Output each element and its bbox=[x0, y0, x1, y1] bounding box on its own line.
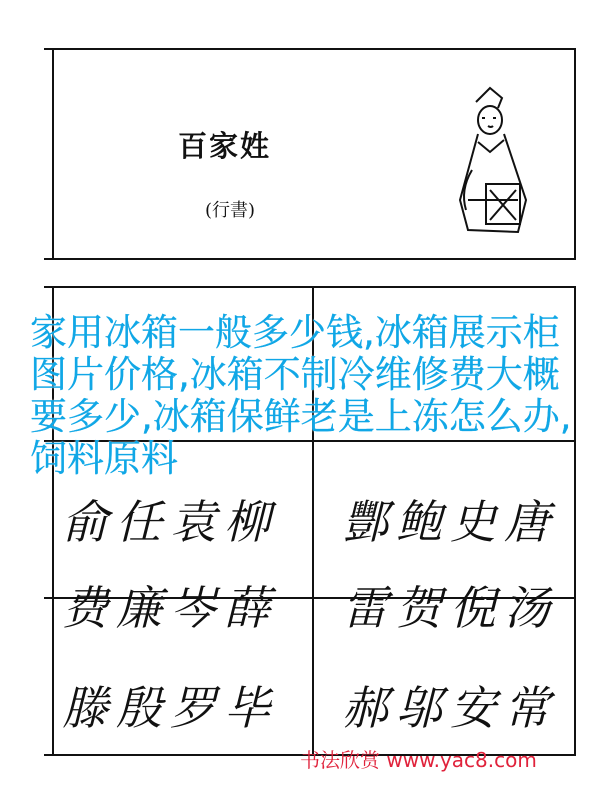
overlay-headline[interactable]: 家用冰箱一般多少钱,冰箱展示柜图片价格,冰箱不制冷维修费大概要多少,冰箱保鲜老是上冻怎么办,饲料原料 bbox=[30, 311, 572, 480]
grid-cell-r3-left: 滕殷罗毕 bbox=[62, 681, 278, 735]
cover-bottom-border bbox=[44, 258, 574, 260]
cover-subtitle: (行書) bbox=[205, 200, 256, 221]
grid-cell-r1-left: 俞任袁柳 bbox=[62, 495, 278, 549]
scholar-figure-illustration bbox=[438, 80, 538, 250]
grid-cell-r1-right: 酆鲍史唐 bbox=[342, 495, 558, 549]
site-watermark: 书法欣赏 www.yac8.com bbox=[300, 748, 537, 772]
grid-cell-r2-left: 费廉岑薛 bbox=[62, 581, 278, 635]
grid-cell-r2-right: 雷贺倪汤 bbox=[342, 581, 558, 635]
grid-cell-r3-right: 郝邬安常 bbox=[342, 681, 558, 735]
cover-title: 百家姓 bbox=[178, 129, 272, 163]
